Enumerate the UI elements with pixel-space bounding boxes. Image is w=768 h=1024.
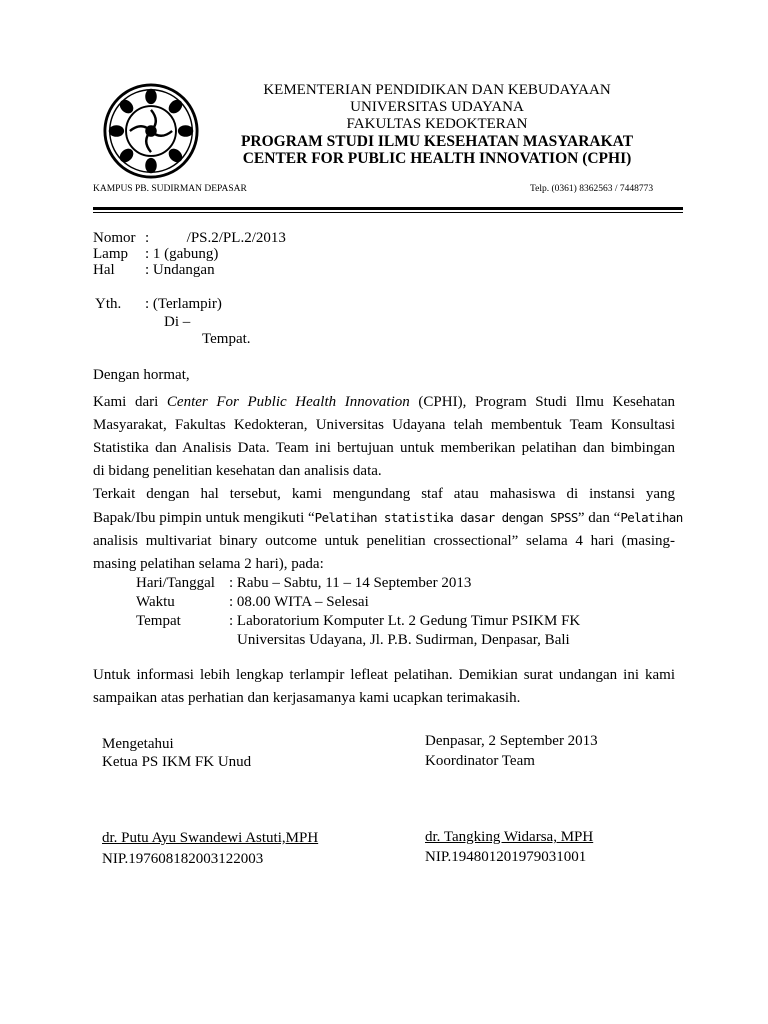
right-signatory-nip: NIP.194801201979031001: [425, 849, 587, 865]
text-fragment: Bapak/Ibu pimpin untuk mengikuti “: [93, 510, 315, 526]
paragraph-intro: [93, 391, 675, 483]
right-signatory-name: dr. Tangking Widarsa, MPH: [425, 829, 594, 845]
lamp-value: : 1 (gabung): [145, 246, 219, 262]
schedule-date-label: Hari/Tanggal: [136, 575, 215, 591]
salutation: Dengan hormat,: [93, 367, 190, 383]
left-signatory-position: Ketua PS IKM FK Unud: [102, 754, 252, 770]
header-address: KAMPUS PB. SUDIRMAN DEPASAR: [93, 184, 247, 194]
paragraph-closing: [93, 664, 675, 710]
paragraph-line: analisis multivariat binary outcome untuk penelitian crossectional” selama 4 hari (masing-: [93, 533, 675, 549]
paragraph-line: masing pelatihan selama 2 hari), pada:: [93, 556, 324, 572]
recipient-tempat: Tempat.: [202, 331, 251, 347]
left-signatory-nip: NIP.197608182003122003: [102, 851, 264, 867]
lamp-label: Lamp: [93, 246, 128, 262]
recipient-yth: Yth.: [95, 296, 122, 312]
training-title: Pelatihan statistika dasar dengan SPSS: [314, 510, 578, 525]
header-rule-thin: [93, 212, 683, 213]
nomor-label: Nomor: [93, 230, 136, 246]
text-fragment: (CPHI), Program Studi Ilmu Kesehatan: [418, 394, 675, 410]
university-seal-icon: [103, 83, 199, 179]
training-title: Pelatihan: [620, 510, 683, 525]
header-university: UNIVERSITAS UDAYANA: [350, 99, 524, 115]
schedule-place-value-2: Universitas Udayana, Jl. P.B. Sudirman, Denpasar, Bali: [237, 632, 570, 648]
right-signatory-position: Koordinator Team: [425, 753, 535, 769]
header-rule-thick: [93, 207, 683, 210]
header-center: CENTER FOR PUBLIC HEALTH INNOVATION (CPHI): [242, 150, 632, 167]
left-signatory-name: dr. Putu Ayu Swandewi Astuti,MPH: [102, 830, 319, 846]
hal-value: : Undangan: [145, 262, 215, 278]
header-ministry: KEMENTERIAN PENDIDIKAN DAN KEBUDAYAAN: [263, 82, 611, 98]
schedule-place-value: : Laboratorium Komputer Lt. 2 Gedung Timur PSIKM FK: [229, 613, 581, 629]
header-faculty: FAKULTAS KEDOKTERAN: [346, 116, 528, 132]
paragraph-line: Untuk informasi lebih lengkap terlampir lefleat pelatihan. Demikian surat undangan ini kami: [93, 667, 675, 683]
paragraph-line: [93, 391, 675, 414]
hal-label: Hal: [93, 262, 115, 278]
letter-date: Denpasar, 2 September 2013: [425, 733, 598, 749]
center-name-italic: Center For Public Health Innovation: [166, 394, 410, 410]
nomor-value: : /PS.2/PL.2/2013: [145, 230, 286, 246]
recipient-di: Di –: [164, 314, 191, 330]
paragraph-line: sampaikan atas perhatian dan kerjasamanya kami ucapkan terimakasih.: [93, 690, 521, 706]
recipient-to: : (Terlampir): [145, 296, 222, 312]
text-fragment: ” dan “: [577, 510, 621, 526]
schedule-time-value: : 08.00 WITA – Selesai: [229, 594, 369, 610]
paragraph-line: di bidang penelitian kesehatan dan analisis data.: [93, 463, 382, 479]
paragraph-line: Statistika dan Analisis Data. Team ini bertujuan untuk memberikan pelatihan dan bimbingan: [93, 440, 675, 456]
paragraph-invitation: [93, 483, 683, 576]
paragraph-line: Masyarakat, Fakultas Kedokteran, Universitas Udayana telah membentuk Team Konsultasi: [93, 417, 675, 433]
schedule-time-label: Waktu: [136, 594, 175, 610]
header-phone: Telp. (0361) 8362563 / 7448773: [530, 184, 654, 194]
schedule-date-value: : Rabu – Sabtu, 11 – 14 September 2013: [229, 575, 472, 591]
paragraph-line: Terkait dengan hal tersebut, kami mengundang staf atau mahasiswa di instansi yang: [93, 486, 675, 502]
header-program: PROGRAM STUDI ILMU KESEHATAN MASYARAKAT: [240, 133, 634, 150]
schedule-place-label: Tempat: [136, 613, 181, 629]
left-signatory-title: Mengetahui: [102, 736, 174, 752]
paragraph-line: [93, 506, 683, 530]
text-fragment: Kami dari: [93, 394, 159, 410]
